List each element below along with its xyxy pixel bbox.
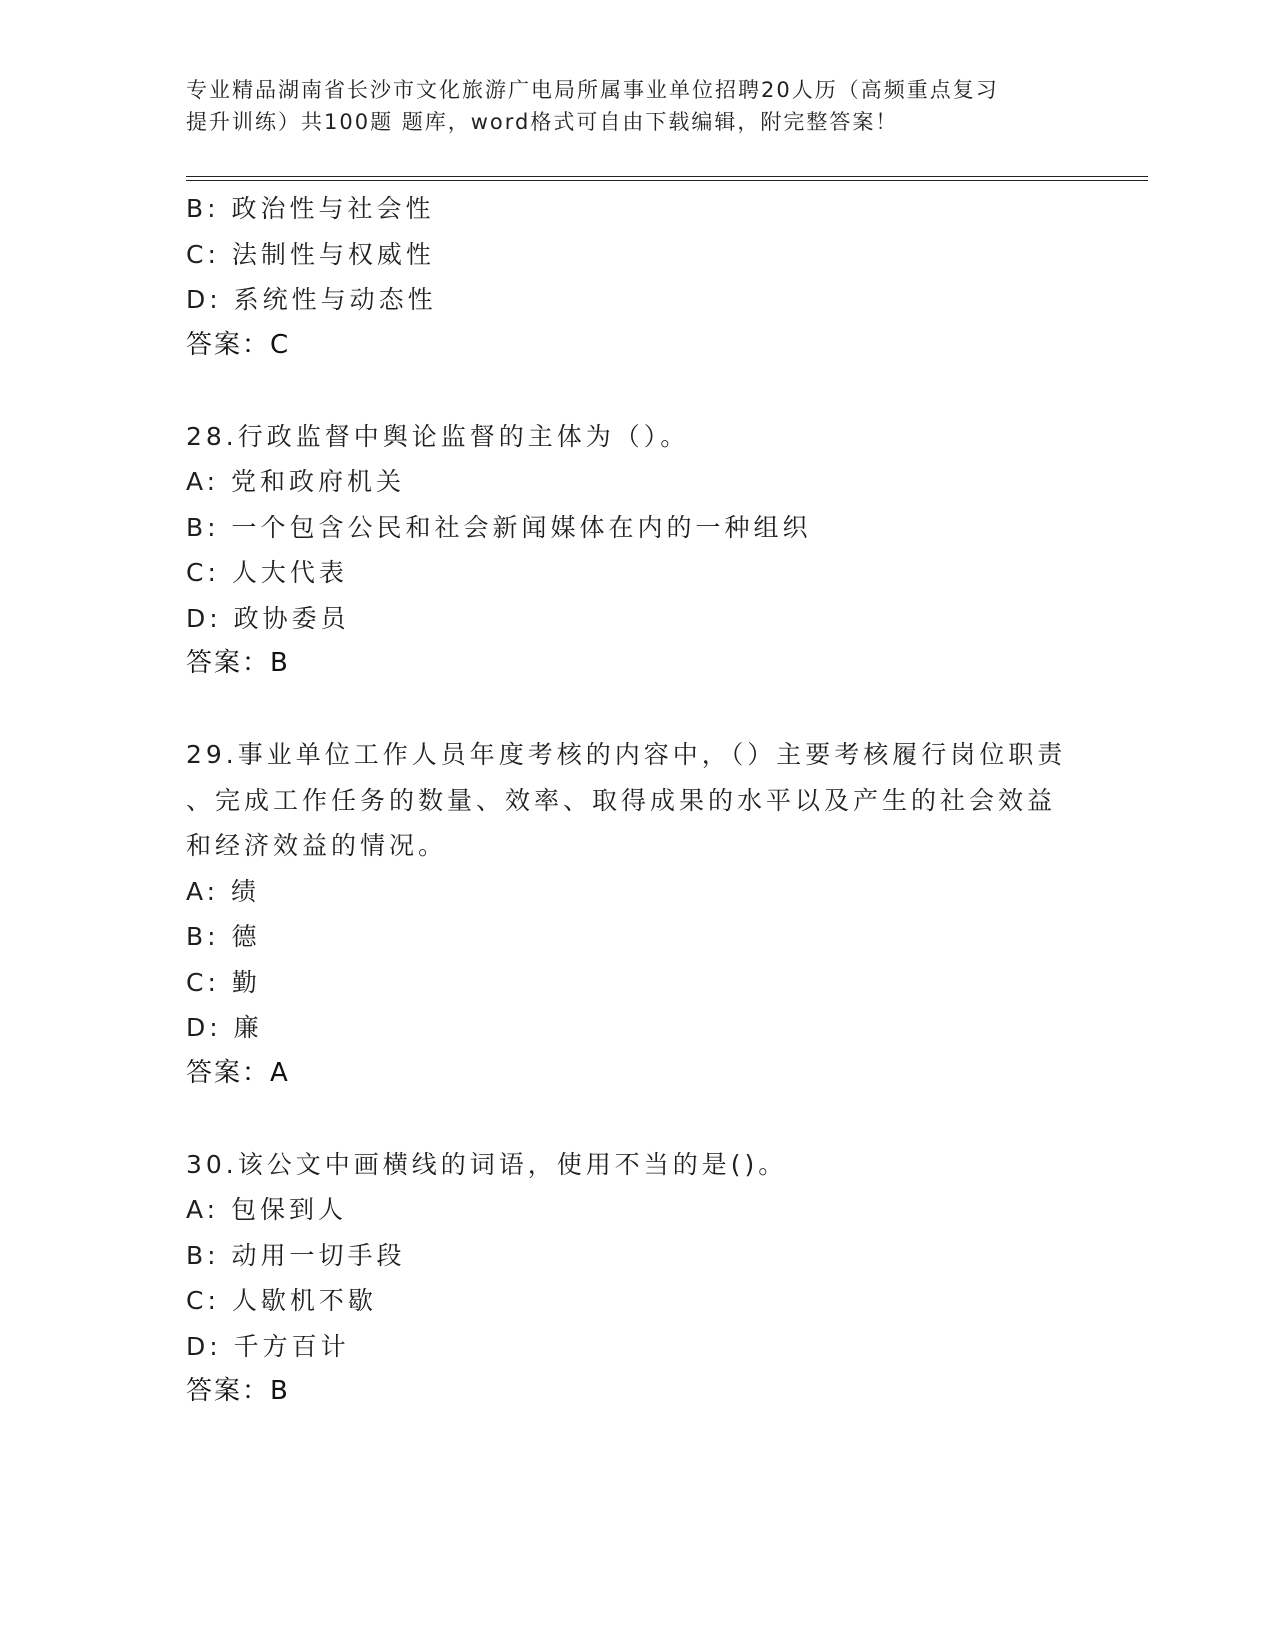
option-c: C: 勤	[186, 967, 261, 997]
question-block-27	[186, 186, 1086, 368]
option-d: D: 廉	[186, 1013, 263, 1042]
option-d: D: 千方百计	[186, 1331, 350, 1361]
header-line-1: 专业精品湖南省长沙市文化旅游广电局所属事业单位招聘20人历（高频重点复习	[186, 78, 999, 102]
spacer	[186, 1096, 1086, 1142]
divider-line-bottom	[186, 180, 1148, 181]
answer-text: 答案：A	[186, 1057, 290, 1088]
option-a: A: 包保到人	[186, 1195, 348, 1224]
option-c: C: 法制性与权威性	[186, 239, 435, 269]
answer-text: 答案：B	[186, 1376, 290, 1406]
option-a: A: 绩	[186, 876, 261, 906]
header-line-2: 提升训练）共100题 题库，word格式可自由下载编辑，附完整答案！	[186, 110, 899, 134]
option-b: B: 动用一切手段	[186, 1240, 406, 1270]
question-block-29	[186, 732, 1086, 1096]
question-text: 28.行政监督中舆论监督的主体为（）。	[186, 421, 690, 451]
question-text	[186, 732, 1086, 869]
option-b: B: 德	[186, 922, 261, 951]
option-d: D: 系统性与动态性	[186, 285, 437, 314]
question-line: 、完成工作任务的数量、效率、取得成果的水平以及产生的社会效益	[186, 785, 1057, 815]
question-block-28	[186, 414, 1086, 687]
answer-text: 答案：C	[186, 329, 291, 360]
option-b: B: 政治性与社会性	[186, 194, 435, 223]
option-d: D: 政协委员	[186, 603, 350, 633]
spacer	[186, 687, 1086, 733]
option-a: A: 党和政府机关	[186, 467, 406, 496]
option-b: B: 一个包含公民和社会新闻媒体在内的一种组织	[186, 512, 812, 542]
answer-text: 答案：B	[186, 648, 290, 678]
option-c: C: 人歇机不歇	[186, 1286, 377, 1315]
header-divider	[186, 176, 1148, 182]
spacer	[186, 368, 1086, 414]
question-line: 和经济效益的情况。	[186, 831, 448, 860]
divider-line-top	[186, 176, 1148, 177]
question-text: 30.该公文中画横线的词语，使用不当的是()。	[186, 1149, 788, 1179]
question-line: 29.事业单位工作人员年度考核的内容中，（）主要考核履行岗位职责	[186, 740, 1067, 769]
question-list	[186, 186, 1086, 1415]
question-block-30	[186, 1142, 1086, 1415]
option-c: C: 人大代表	[186, 558, 348, 587]
page-header	[186, 74, 1086, 138]
